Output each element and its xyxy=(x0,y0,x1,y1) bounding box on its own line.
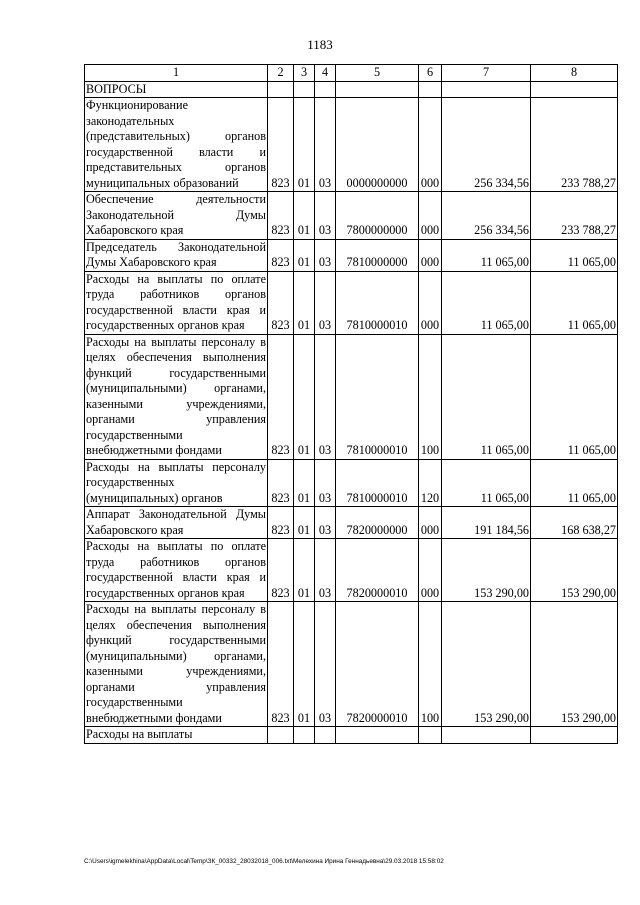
section-code-cell: 01 xyxy=(294,192,315,240)
page-number: 1183 xyxy=(307,37,333,52)
column-number: 1 xyxy=(85,65,268,82)
gp-code-cell: 823 xyxy=(268,239,294,271)
amount-year2-cell: 153 290,00 xyxy=(531,602,618,727)
section-code-cell: 01 xyxy=(294,98,315,192)
expense-type-cell: 000 xyxy=(419,239,442,271)
amount-year1-cell: 153 290,00 xyxy=(442,539,531,602)
amount-year1-cell: 11 065,00 xyxy=(442,239,531,271)
amount-year2-cell: 233 788,27 xyxy=(531,192,618,240)
table-row xyxy=(85,271,618,334)
gp-code-cell: 823 xyxy=(268,602,294,727)
subsection-code-cell: 03 xyxy=(315,98,336,192)
expense-type-cell: 000 xyxy=(419,507,442,539)
row-name-cell: Функционирование законодательных (представительных) органов государственной власти и представительных органов муниципальных образований xyxy=(86,98,266,190)
table-row xyxy=(85,539,618,602)
amount-year2-cell: 11 065,00 xyxy=(531,459,618,507)
column-number: 7 xyxy=(442,65,531,82)
target-article-cell: 7800000000 xyxy=(336,192,419,240)
target-article-cell: 7820000000 xyxy=(336,507,419,539)
section-code-cell: 01 xyxy=(294,507,315,539)
target-article-cell: 7810000010 xyxy=(336,334,419,459)
section-code-cell: 01 xyxy=(294,602,315,727)
table-row xyxy=(85,602,618,727)
section-code-cell xyxy=(294,727,315,744)
column-number: 2 xyxy=(268,65,294,82)
section-title-row xyxy=(85,81,618,98)
column-number: 4 xyxy=(315,65,336,82)
gp-code-cell: 823 xyxy=(268,334,294,459)
column-number: 6 xyxy=(419,65,442,82)
subsection-code-cell: 03 xyxy=(315,239,336,271)
subsection-code-cell: 03 xyxy=(315,271,336,334)
table-row xyxy=(85,727,618,744)
section-code-cell: 01 xyxy=(294,459,315,507)
target-article-cell: 7820000010 xyxy=(336,539,419,602)
amount-year2-cell: 233 788,27 xyxy=(531,98,618,192)
amount-year2-cell: 11 065,00 xyxy=(531,334,618,459)
target-article-cell: 0000000000 xyxy=(336,98,419,192)
subsection-code-cell: 03 xyxy=(315,192,336,240)
table-row xyxy=(85,239,618,271)
table-row xyxy=(85,507,618,539)
subsection-code-cell xyxy=(315,727,336,744)
table-row xyxy=(85,98,618,192)
table-row xyxy=(85,459,618,507)
amount-year1-cell: 256 334,56 xyxy=(442,192,531,240)
amount-year1-cell xyxy=(442,727,531,744)
amount-year2-cell: 168 638,27 xyxy=(531,507,618,539)
target-article-cell: 7810000010 xyxy=(336,459,419,507)
column-number-row xyxy=(85,65,618,82)
file-path-footer: C:\Users\igmelekhina\AppData\Local\Temp\ЗК_00332_28032018_006.txt\Мелехина Ирина Геннадьевна\29.03.2018 15:58:02 xyxy=(84,858,444,865)
row-name-cell: Расходы на выплаты по оплате труда работников органов государственной власти края и государственных органов края xyxy=(86,539,266,600)
subsection-code-cell: 03 xyxy=(315,334,336,459)
target-article-cell xyxy=(336,727,419,744)
subsection-code-cell: 03 xyxy=(315,459,336,507)
amount-year1-cell: 153 290,00 xyxy=(442,602,531,727)
expense-type-cell: 120 xyxy=(419,459,442,507)
row-name-cell: Расходы на выплаты xyxy=(85,727,268,744)
amount-year1-cell: 191 184,56 xyxy=(442,507,531,539)
gp-code-cell: 823 xyxy=(268,271,294,334)
column-number: 8 xyxy=(531,65,618,82)
subsection-code-cell: 03 xyxy=(315,507,336,539)
target-article-cell: 7820000010 xyxy=(336,602,419,727)
row-name-cell: Расходы на выплаты персоналу в целях обеспечения выполнения функций государственными (муниципальными) органами, казенными учреждениями, органами управления государственными внебюджетными фондами xyxy=(86,334,266,457)
row-name-cell: Обеспечение деятельности Законодательной Думы Хабаровского края xyxy=(86,192,266,237)
expense-type-cell: 000 xyxy=(419,192,442,240)
row-name-cell: Расходы на выплаты персоналу в целях обеспечения выполнения функций государственными (муниципальными) органами, казенными учреждениями, органами управления государственными внебюджетными фондами xyxy=(86,602,266,725)
section-code-cell: 01 xyxy=(294,334,315,459)
expense-type-cell: 000 xyxy=(419,98,442,192)
row-name-cell: Расходы на выплаты по оплате труда работников органов государственной власти края и государственных органов края xyxy=(86,271,266,332)
table-row xyxy=(85,192,618,240)
column-number: 5 xyxy=(336,65,419,82)
section-code-cell: 01 xyxy=(294,539,315,602)
amount-year2-cell: 11 065,00 xyxy=(531,271,618,334)
gp-code-cell xyxy=(268,727,294,744)
amount-year1-cell: 11 065,00 xyxy=(442,459,531,507)
section-code-cell: 01 xyxy=(294,271,315,334)
expense-type-cell: 000 xyxy=(419,271,442,334)
row-name-cell: Аппарат Законодательной Думы Хабаровского края xyxy=(86,507,266,537)
expense-type-cell: 100 xyxy=(419,602,442,727)
expense-type-cell: 100 xyxy=(419,334,442,459)
row-name-cell: Расходы на выплаты персоналу государственных (муниципальных) органов xyxy=(86,459,266,505)
gp-code-cell: 823 xyxy=(268,192,294,240)
gp-code-cell: 823 xyxy=(268,507,294,539)
amount-year2-cell: 11 065,00 xyxy=(531,239,618,271)
subsection-code-cell: 03 xyxy=(315,602,336,727)
target-article-cell: 7810000000 xyxy=(336,239,419,271)
amount-year1-cell: 11 065,00 xyxy=(442,271,531,334)
row-name-cell: Председатель Законодательной Думы Хабаровского края xyxy=(86,239,266,269)
gp-code-cell: 823 xyxy=(268,459,294,507)
table-row xyxy=(85,334,618,459)
section-title: ВОПРОСЫ xyxy=(85,81,268,98)
amount-year1-cell: 256 334,56 xyxy=(442,98,531,192)
expense-type-cell xyxy=(419,727,442,744)
amount-year1-cell: 11 065,00 xyxy=(442,334,531,459)
amount-year2-cell: 153 290,00 xyxy=(531,539,618,602)
section-code-cell: 01 xyxy=(294,239,315,271)
gp-code-cell: 823 xyxy=(268,98,294,192)
subsection-code-cell: 03 xyxy=(315,539,336,602)
gp-code-cell: 823 xyxy=(268,539,294,602)
budget-table xyxy=(84,64,618,744)
column-number: 3 xyxy=(294,65,315,82)
amount-year2-cell xyxy=(531,727,618,744)
expense-type-cell: 000 xyxy=(419,539,442,602)
target-article-cell: 7810000010 xyxy=(336,271,419,334)
